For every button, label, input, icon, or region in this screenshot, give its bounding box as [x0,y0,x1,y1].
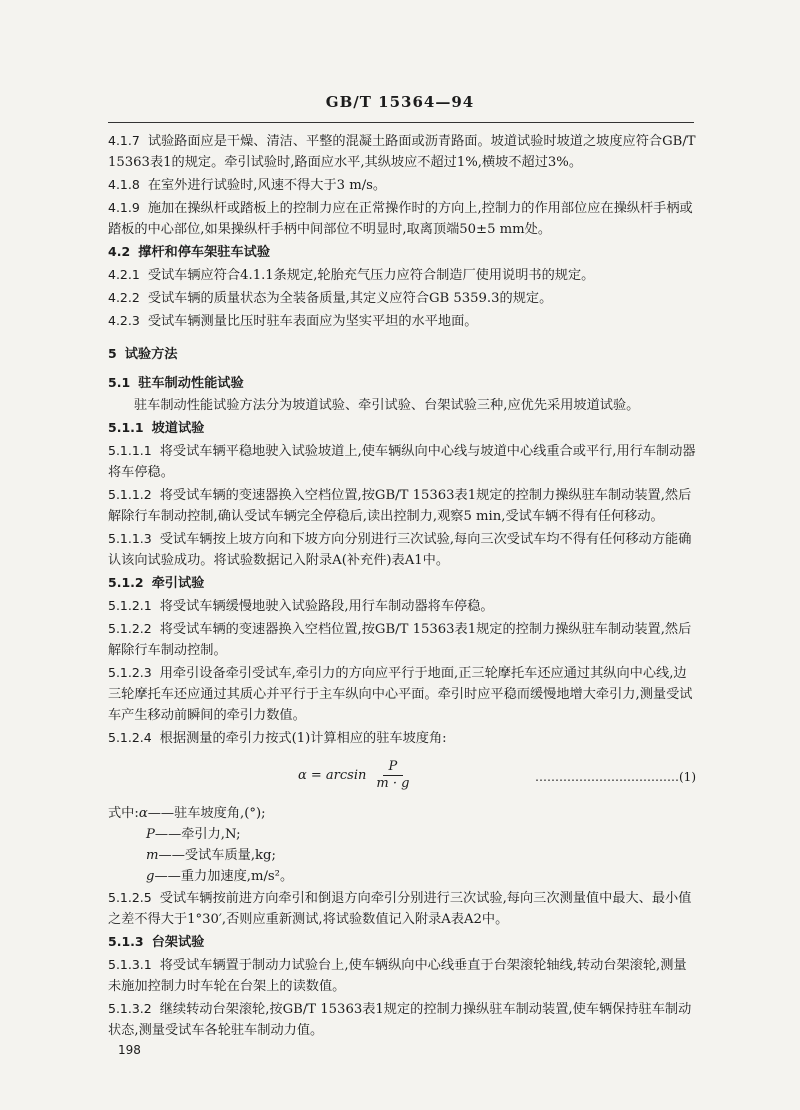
definitions-intro: 式中:α——驻车坡度角,(°); [108,806,266,821]
formula-number: ………………………………(1) [535,770,696,784]
paragraph-4-2-1: 4.2.1 受试车辆应符合4.1.1条规定,轮胎充气压力应符合制造厂使用说明书的规定。 [108,267,595,283]
paragraph-5-1-1-1: 5.1.1.1 将受试车辆平稳地驶入试验坡道上,使车辆纵向中心线与坡道中心线重合或平行,用行车制动器将车停稳。 [108,443,696,480]
paragraph-5-1-2-3: 5.1.2.3 用牵引设备牵引受试车,牵引力的方向应平行于地面,正三轮摩托车还应通过其纵向中心线,边三轮摩托车还应通过其质心并平行于主车纵向中心平面。牵引时应平稳而缓慢地增大牵引力,测量受试车产生移动前瞬间的牵引力数值。 [108,665,693,723]
paragraph-4-1-9: 4.1.9 施加在操纵杆或踏板上的控制力应在正常操作时的方向上,控制力的作用部位应在操纵杆手柄或踏板的中心部位,如果操纵杆手柄中间部位不明显时,取离顶端50±5 mm处。 [108,200,693,237]
paragraph-5-1-3-2: 5.1.3.2 继续转动台架滚轮,按GB/T 15363表1规定的控制力操纵驻车制动装置,使车辆保持驻车制动状态,测量受试车各轮驻车制动力值。 [108,1001,692,1038]
paragraph-5-1-1-3: 5.1.1.3 受试车辆按上坡方向和下坡方向分别进行三次试验,每向三次受试车均不得有任何移动方能确认该向试验成功。将试验数据记入附录A(补充件)表A1中。 [108,531,692,568]
heading-5-1: 5.1 驻车制动性能试验 [108,375,244,391]
heading-5-1-1: 5.1.1 坡道试验 [108,420,205,436]
definition-item: m——受试车质量,kg; [146,848,276,863]
formula-expression [298,759,413,792]
header-rule [108,122,694,123]
paragraph-5-1-intro: 驻车制动性能试验方法分为坡道试验、牵引试验、台架试验三种,应优先采用坡道试验。 [134,398,640,413]
formula-lhs: α = arcsin [298,768,367,783]
page-header: GB/T 15364—94 [325,93,475,111]
paragraph-4-1-7: 4.1.7 试验路面应是干燥、清洁、平整的混凝土路面或沥青路面。坡道试验时坡道之坡度应符合GB/T 15363表1的规定。牵引试验时,路面应水平,其纵坡应不超过1%,横坡不超过3%。 [108,133,696,170]
heading-5-1-3: 5.1.3 台架试验 [108,934,205,950]
heading-5-1-2: 5.1.2 牵引试验 [108,575,205,591]
paragraph-5-1-2-2: 5.1.2.2 将受试车辆的变速器换入空档位置,按GB/T 15363表1规定的控制力操纵驻车制动装置,然后解除行车制动控制。 [108,621,692,658]
paragraph-5-1-1-2: 5.1.1.2 将受试车辆的变速器换入空档位置,按GB/T 15363表1规定的控制力操纵驻车制动装置,然后解除行车制动控制,确认受试车辆完全停稳后,读出控制力,观察5 min,受试车辆不得有任何移动。 [108,487,692,524]
formula-denominator: m · g [376,776,410,791]
paragraph-5-1-2-5: 5.1.2.5 受试车辆按前进方向牵引和倒退方向牵引分别进行三次试验,每向三次测量值中最大、最小值之差不得大于1°30′,否则应重新测试,将试验数值记入附录A表A2中。 [108,890,692,927]
heading-4-2: 4.2 撑杆和停车架驻车试验 [108,244,271,260]
paragraph-5-1-3-1: 5.1.3.1 将受试车辆置于制动力试验台上,使车辆纵向中心线垂直于台架滚轮轴线,转动台架滚轮,测量未施加控制力时车轮在台架上的读数值。 [108,957,687,994]
definition-item: g——重力加速度,m/s²。 [146,869,294,884]
page-number: 198 [118,1043,141,1057]
paragraph-4-1-8: 4.1.8 在室外进行试验时,风速不得大于3 m/s。 [108,177,387,193]
section-5-heading: 5 试验方法 [108,346,178,362]
formula-numerator: P [383,759,404,776]
paragraph-5-1-2-1: 5.1.2.1 将受试车辆缓慢地驶入试验路段,用行车制动器将车停稳。 [108,598,494,614]
paragraph-4-2-2: 4.2.2 受试车辆的质量状态为全装备质量,其定义应符合GB 5359.3的规定。 [108,290,553,306]
document-body [108,130,696,1042]
definition-item: P——牵引力,N; [146,827,241,842]
formula-1 [108,755,696,797]
paragraph-4-2-3: 4.2.3 受试车辆测量比压时驻车表面应为坚实平坦的水平地面。 [108,313,478,329]
formula-fraction [372,759,413,792]
paragraph-5-1-2-4: 5.1.2.4 根据测量的牵引力按式(1)计算相应的驻车坡度角: [108,730,447,746]
